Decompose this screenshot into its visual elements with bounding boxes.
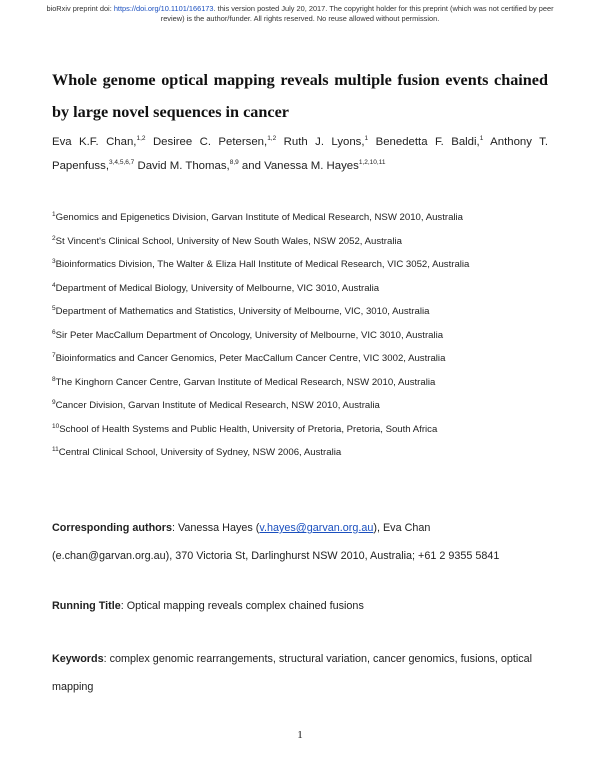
author-affiliation-marker: 1,2 xyxy=(267,135,277,143)
running-title xyxy=(52,592,548,620)
corresponding-authors xyxy=(52,514,548,570)
author-separator xyxy=(146,136,153,148)
affiliation-number: 10 xyxy=(52,422,60,430)
paper-title: Whole genome optical mapping reveals multiple fusion events chained by large novel sequences in cancer xyxy=(52,71,548,121)
affiliation-item xyxy=(52,400,552,412)
affiliation-item xyxy=(52,353,552,365)
author xyxy=(284,136,376,148)
author-name: Anthony T. Papenfuss, xyxy=(52,136,549,172)
affiliation-item xyxy=(52,212,552,224)
author-name: and Vanessa M. Hayes xyxy=(241,160,359,172)
author-separator xyxy=(276,136,283,148)
affiliation-text: Genomics and Epigenetics Division, Garvan Institute of Medical Research, NSW 2010, Australia xyxy=(55,212,464,223)
affiliation-text: Department of Mathematics and Statistics, University of Melbourne, VIC, 3010, Australia xyxy=(55,306,430,317)
author xyxy=(52,136,153,148)
affiliation-item xyxy=(52,447,552,459)
affiliation-number: 8 xyxy=(52,375,56,383)
affiliation-text: St Vincent's Clinical School, University of New South Wales, NSW 2052, Australia xyxy=(55,235,402,247)
author-name: Eva K.F. Chan, xyxy=(52,136,137,148)
running-title-label: Running Title xyxy=(52,600,121,612)
notice-prefix: bioRxiv preprint doi: xyxy=(46,4,114,13)
author-affiliation-marker: 1 xyxy=(364,135,369,143)
author xyxy=(137,160,241,172)
affiliation-text: School of Health Systems and Public Health, University of Pretoria, Pretoria, South Africa xyxy=(59,423,438,435)
affiliation-number: 5 xyxy=(52,304,56,312)
email-link[interactable]: v.hayes@garvan.org.au xyxy=(259,522,374,534)
doi-link[interactable]: https://doi.org/10.1101/166173 xyxy=(113,4,214,13)
running-title-text: : Optical mapping reveals complex chained fusions xyxy=(120,600,364,612)
corresponding-label: Corresponding authors xyxy=(52,522,172,534)
affiliation-number: 7 xyxy=(52,351,56,359)
author-affiliation-marker: 1 xyxy=(479,135,484,143)
page-number: 1 xyxy=(297,729,303,741)
affiliation-item xyxy=(52,330,552,342)
notice-suffix: . this version posted July 20, 2017. The copyright holder for this preprint (which was not certified by peer review) is the author/funder. All rights reserved. No reuse allowed without permission. xyxy=(160,4,554,23)
affiliation-text: Cancer Division, Garvan Institute of Medical Research, NSW 2010, Australia xyxy=(55,400,380,411)
affiliation-text: Department of Medical Biology, University of Melbourne, VIC 3010, Australia xyxy=(55,282,380,294)
author xyxy=(376,136,491,148)
author-affiliation-marker: 8,9 xyxy=(229,159,239,167)
affiliation-item xyxy=(52,283,552,295)
author-separator xyxy=(368,136,375,148)
affiliation-number: 2 xyxy=(52,234,56,242)
author-name: David M. Thomas, xyxy=(137,160,230,172)
affiliation-item xyxy=(52,377,552,389)
corresponding-colon: : xyxy=(171,522,178,534)
author xyxy=(153,136,284,148)
keywords-label: Keywords xyxy=(52,653,104,665)
author-name: Ruth J. Lyons, xyxy=(283,136,365,148)
author-affiliation-marker: 1,2 xyxy=(136,135,146,143)
affiliation-text: Sir Peter MacCallum Department of Oncology, University of Melbourne, VIC 3010, Australia xyxy=(55,329,444,341)
author xyxy=(242,160,386,172)
author-list xyxy=(52,130,548,178)
author-affiliation-marker: 3,4,5,6,7 xyxy=(109,159,135,167)
affiliation-number: 6 xyxy=(52,328,56,336)
affiliation-item xyxy=(52,259,552,271)
keywords xyxy=(52,645,548,701)
affiliation-number: 3 xyxy=(52,257,56,265)
affiliation-number: 11 xyxy=(52,445,59,453)
affiliation-number: 9 xyxy=(52,398,56,406)
affiliation-item xyxy=(52,306,552,318)
affiliation-number: 4 xyxy=(52,281,56,289)
affiliation-item xyxy=(52,424,552,436)
affiliation-text: The Kinghorn Cancer Centre, Garvan Institute of Medical Research, NSW 2010, Australia xyxy=(55,376,436,388)
preprint-notice xyxy=(40,4,560,24)
author-name: Desiree C. Petersen, xyxy=(152,136,268,148)
affiliation-text: Bioinformatics and Cancer Genomics, Peter MacCallum Cancer Centre, VIC 3002, Australia xyxy=(55,353,446,364)
author-name: Benedetta F. Baldi, xyxy=(375,136,480,148)
author-affiliation-marker: 1,2,10,11 xyxy=(358,159,386,167)
corresponding-post: ), Eva Chan (e.chan@garvan.org.au), 370 Victoria St, Darlinghurst NSW 2010, Australia; +61 2 9355 5841 xyxy=(52,522,500,562)
affiliation-item xyxy=(52,236,552,248)
affiliation-number: 1 xyxy=(52,210,56,218)
affiliation-text: Bioinformatics Division, The Walter & Eliza Hall Institute of Medical Research, VIC 3052, Australia xyxy=(55,259,470,270)
affiliation-text: Central Clinical School, University of Sydney, NSW 2006, Australia xyxy=(58,447,342,458)
keywords-text: : complex genomic rearrangements, structural variation, cancer genomics, fusions, optical mapping xyxy=(52,653,533,693)
corresponding-pre: Vanessa Hayes ( xyxy=(177,522,260,534)
